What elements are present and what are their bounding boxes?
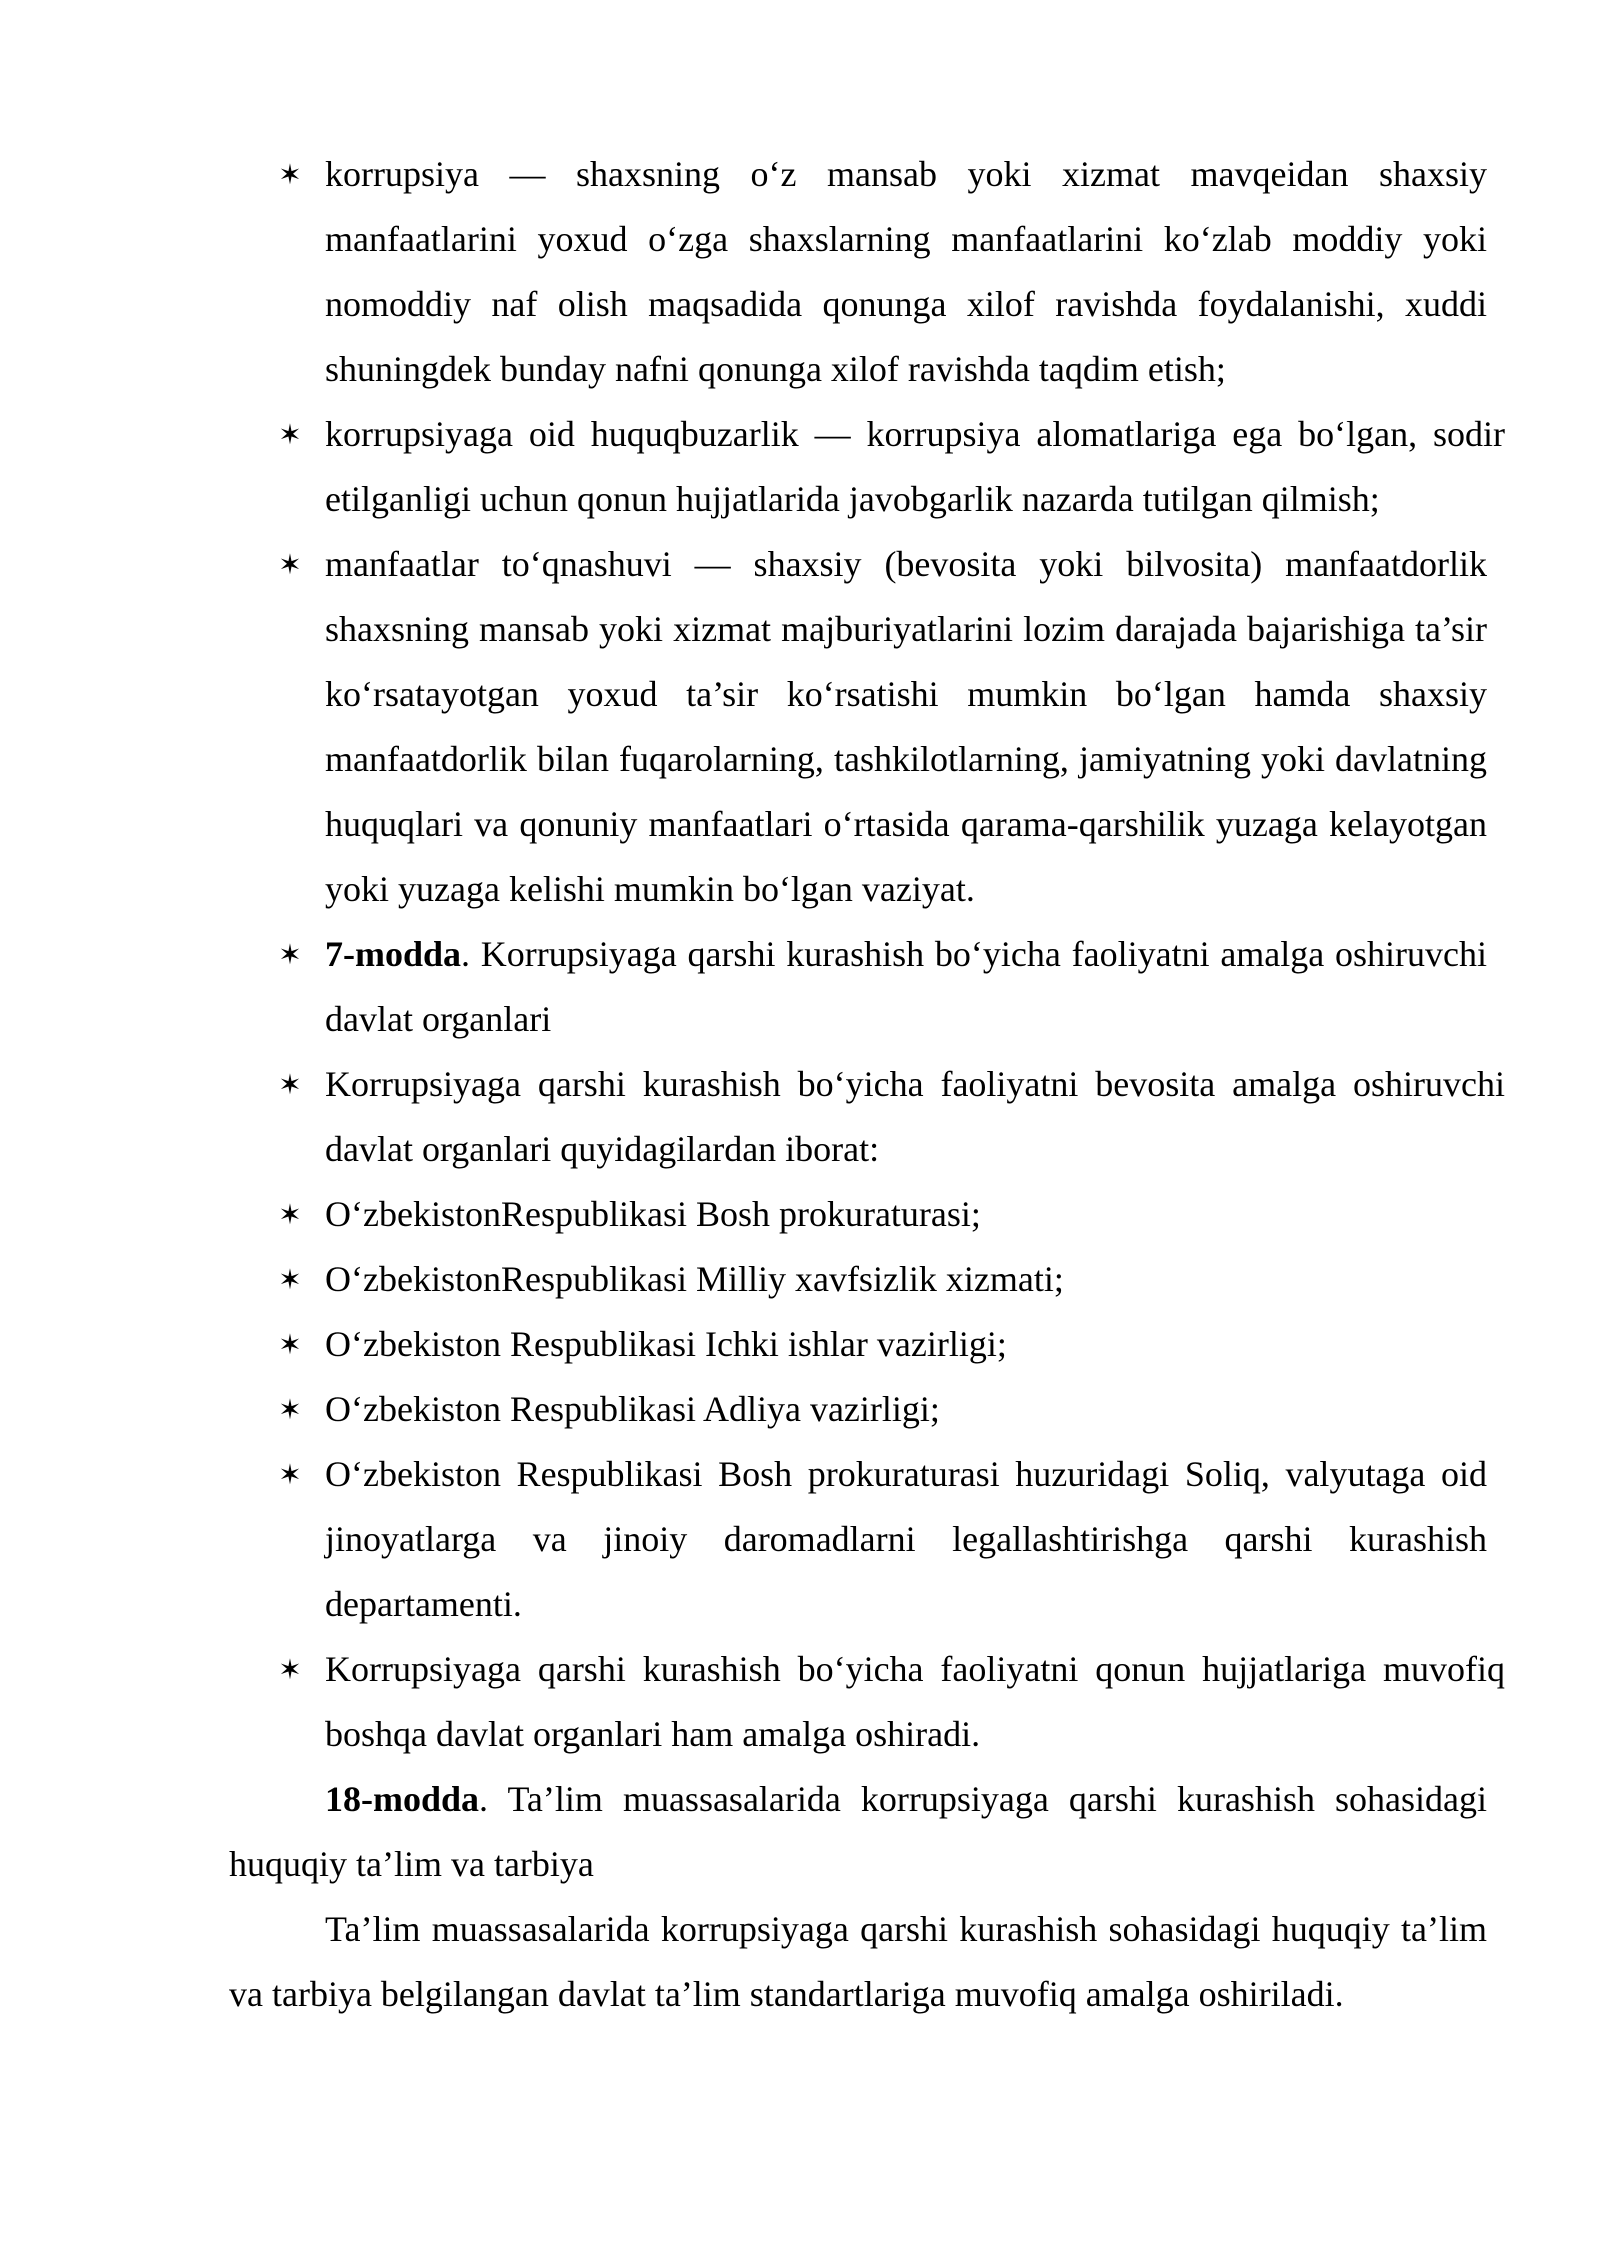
article-number: 7-modda xyxy=(325,934,462,974)
list-item-text: Korrupsiyaga qarshi kurashish bo‘yicha faoliyatni bevosita amalga oshiruvchi davlat organlari quyidagilardan iborat: xyxy=(325,1064,1505,1169)
star-bullet-icon: ✶ xyxy=(278,1653,302,1686)
list-item-adliya xyxy=(229,1377,1487,1442)
list-item-7-modda xyxy=(229,922,1487,1052)
paragraph-text: Ta’lim muassasalarida korrupsiyaga qarshi kurashish sohasidagi huquqiy ta’lim va tarbiya belgilangan davlat ta’lim standartlariga muvofiq amalga oshiriladi. xyxy=(229,1909,1487,2014)
definition-list xyxy=(229,142,1505,1767)
star-bullet-icon: ✶ xyxy=(278,548,302,581)
list-item-organs-intro xyxy=(229,1052,1505,1182)
list-item-text: O‘zbekistonRespublikasi Bosh prokuraturasi; xyxy=(325,1194,981,1234)
list-item-text: Korrupsiyaga qarshi kurashish bo‘yicha faoliyatni qonun hujjatlariga muvofiq boshqa davlat organlari ham amalga oshiradi. xyxy=(325,1649,1505,1754)
star-bullet-icon: ✶ xyxy=(278,1198,302,1231)
list-item-text: O‘zbekiston Respublikasi Bosh prokuraturasi huzuridagi Soliq, valyutaga oid jinoyatlarga va jinoiy daromadlarni legallashtirishga qarshi kurashish departamenti. xyxy=(325,1454,1487,1624)
star-bullet-icon: ✶ xyxy=(278,1393,302,1426)
star-bullet-icon: ✶ xyxy=(278,1068,302,1101)
list-item-manfaatlar xyxy=(229,532,1487,922)
article-title: . Ta’lim muassasalarida korrupsiyaga qarshi kurashish sohasidagi huquqiy ta’lim va tarbiya xyxy=(229,1779,1487,1884)
list-item-text: korrupsiya — shaxsning o‘z mansab yoki xizmat mavqeidan shaxsiy manfaatlarini yoxud o‘zga shaxslarning manfaatlarini ko‘zlab moddiy yoki nomoddiy naf olish maqsadida qonunga xilof ravishda foydalanishi, xuddi shuningdek bunday nafni qonunga xilof ravishda taqdim etish; xyxy=(325,154,1487,389)
star-bullet-icon: ✶ xyxy=(278,1458,302,1491)
list-item-text: O‘zbekistonRespublikasi Milliy xavfsizlik xizmati; xyxy=(325,1259,1064,1299)
list-item-text: O‘zbekiston Respublikasi Adliya vazirligi; xyxy=(325,1389,940,1429)
list-item-iiv xyxy=(229,1312,1487,1377)
article-number: 18-modda xyxy=(325,1779,480,1819)
list-item-huquqbuzarlik xyxy=(229,402,1505,532)
list-item-text: O‘zbekiston Respublikasi Ichki ishlar vazirligi; xyxy=(325,1324,1007,1364)
list-item-prokuratura xyxy=(229,1182,1487,1247)
article-18-body xyxy=(229,1897,1487,2027)
star-bullet-icon: ✶ xyxy=(278,418,302,451)
star-bullet-icon: ✶ xyxy=(278,1328,302,1361)
article-title: . Korrupsiyaga qarshi kurashish bo‘yicha faoliyatni amalga oshiruvchi davlat organlari xyxy=(325,934,1487,1039)
list-item-mxx xyxy=(229,1247,1487,1312)
list-item-boshqa-organlar xyxy=(229,1637,1505,1767)
star-bullet-icon: ✶ xyxy=(278,1263,302,1296)
article-18-heading xyxy=(229,1767,1487,1897)
list-item-korrupsiya xyxy=(229,142,1487,402)
list-item-text: manfaatlar to‘qnashuvi — shaxsiy (bevosita yoki bilvosita) manfaatdorlik shaxsning mansab yoki xizmat majburiyatlarini lozim darajada bajarishiga ta’sir ko‘rsatayotgan yoxud ta’sir ko‘rsatishi mumkin bo‘lgan hamda shaxsiy manfaatdorlik bilan fuqarolarning, tashkilotlarning, jamiyatning yoki davlatning huquqlari va qonuniy manfaatlari o‘rtasida qarama-qarshilik yuzaga kelayotgan yoki yuzaga kelishi mumkin bo‘lgan vaziyat. xyxy=(325,544,1487,909)
star-bullet-icon: ✶ xyxy=(278,158,302,191)
star-bullet-icon: ✶ xyxy=(278,938,302,971)
list-item-text: korrupsiyaga oid huquqbuzarlik — korrupsiya alomatlariga ega bo‘lgan, sodir etilganligi uchun qonun hujjatlarida javobgarlik nazarda tutilgan qilmish; xyxy=(325,414,1505,519)
document-body xyxy=(229,142,1505,2027)
list-item-departament xyxy=(229,1442,1487,1637)
